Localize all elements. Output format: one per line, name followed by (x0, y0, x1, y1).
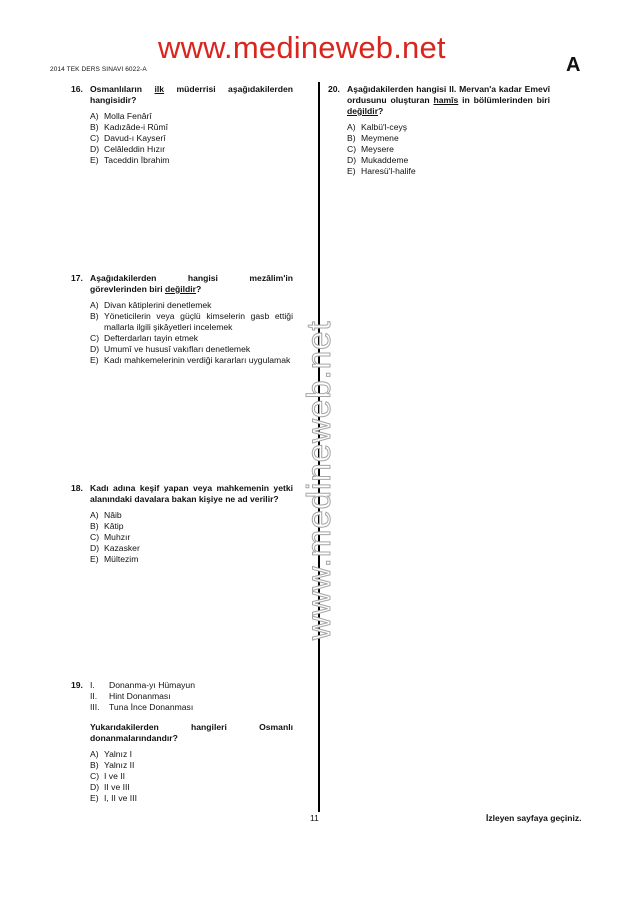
roman-item: I. Donanma-yı Hümayun (90, 680, 195, 690)
option-e: E) Mültezim (90, 554, 139, 564)
question-20 (328, 84, 551, 177)
booklet-letter: A (566, 54, 581, 76)
question-16 (71, 84, 293, 166)
question-stem: Kadı adına keşif yapan veya mahkemenin yetki alanındaki davalara bakan kişiye ne ad verilir? (90, 483, 293, 504)
question-19 (71, 680, 293, 804)
question-number: 17. (71, 273, 83, 283)
question-stem: Aşağıdakilerden hangisi II. Mervan'a kadar Emevî ordusunu oluşturan hamîs in bölümlerinden biri değildir? (347, 84, 551, 116)
option-e: E) Taceddin İbrahim (90, 155, 170, 165)
question-number: 19. (71, 680, 83, 690)
option-a: A) Nâib (90, 510, 122, 520)
option-c: C) Davud-ı Kayserî (90, 133, 166, 143)
next-page-instruction: İzleyen sayfaya geçiniz. (486, 813, 582, 823)
question-number: 20. (328, 84, 340, 94)
exam-code: 2014 TEK DERS SINAVI 6022-A (50, 66, 147, 73)
watermark-url: www.medineweb.net (158, 30, 446, 65)
option-b: B) Yalnız II (90, 760, 135, 770)
option-a: A) Yalnız I (90, 749, 133, 759)
question-stem: Aşağıdakilerden hangisi mezâlim'in görevlerinden biri değildir? (90, 273, 293, 294)
option-b: B) Kâtip (90, 521, 124, 531)
roman-item: III. Tuna İnce Donanması (90, 702, 194, 712)
option-d: D) Mukaddeme (347, 155, 409, 165)
option-a: A) Kalbü'l-ceyş (347, 122, 408, 132)
option-b: B) Meymene (347, 133, 399, 143)
option-d: D) Umumî ve hususî vakıfları denetlemek (90, 344, 251, 354)
option-a: A) Divan kâtiplerini denetlemek (90, 300, 212, 310)
question-18 (71, 483, 293, 565)
question-17 (71, 273, 293, 366)
page-number: 11 (310, 813, 319, 823)
question-stem: Osmanlıların ilk müderrisi aşağıdakilerden hangisidir? (90, 84, 293, 105)
roman-list (90, 680, 293, 713)
question-number: 18. (71, 483, 83, 493)
option-a: A) Molla Fenârî (90, 111, 152, 121)
roman-item: II. Hint Donanması (90, 691, 171, 701)
option-c: C) I ve II (90, 771, 126, 781)
option-d: D) Kazasker (90, 543, 140, 553)
option-b: B) Yöneticilerin veya güçlü kimselerin gasb ettiği mallarla ilgili şikâyetleri incelemek (90, 311, 293, 332)
option-b: B) Kadızâde-i Rûmî (90, 122, 169, 132)
option-c: C) Muhzır (90, 532, 131, 542)
option-e: E) Haresü'l-halife (347, 166, 416, 176)
question-number: 16. (71, 84, 83, 94)
option-c: C) Defterdarları tayin etmek (90, 333, 199, 343)
vertical-watermark: www.medineweb.net (300, 320, 337, 640)
option-e: E) Kadı mahkemelerinin verdiği kararları uygulamak (90, 355, 291, 365)
question-stem: Yukarıdakilerden hangileri Osmanlı donanmalarındandır? (90, 722, 293, 743)
option-d: D) II ve III (90, 782, 130, 792)
option-c: C) Meysere (347, 144, 394, 154)
option-d: D) Celâleddin Hızır (90, 144, 166, 154)
option-e: E) I, II ve III (90, 793, 137, 803)
